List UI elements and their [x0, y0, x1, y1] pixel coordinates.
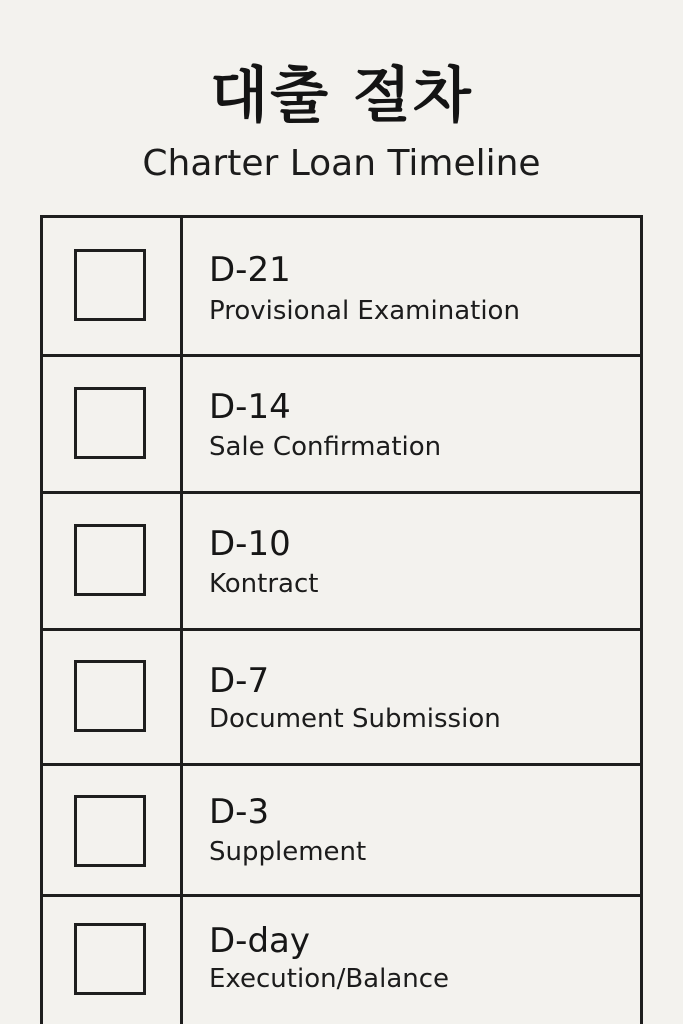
timeline-row: [43, 357, 640, 494]
step-checkbox[interactable]: [74, 524, 146, 596]
checkbox-cell: [43, 631, 183, 763]
timeline-checklist: [40, 215, 643, 1024]
step-checkbox[interactable]: [74, 387, 146, 459]
checkbox-cell: [43, 897, 183, 1024]
step-text-cell: [183, 218, 640, 354]
step-checkbox[interactable]: [74, 923, 146, 995]
checkbox-cell: [43, 766, 183, 894]
page-title: 대출 절차: [210, 61, 473, 131]
step-label: Sale Confirmation: [209, 432, 442, 462]
timeline-row: [43, 218, 640, 357]
step-day: D-21: [209, 250, 291, 290]
step-day: D-7: [209, 661, 270, 701]
step-text-cell: [183, 631, 640, 763]
step-label: Document Submission: [209, 704, 501, 734]
timeline-row: [43, 897, 640, 1024]
step-label: Provisional Examination: [209, 296, 520, 326]
step-label: Execution/Balance: [209, 964, 450, 994]
step-text-cell: [183, 897, 640, 1024]
step-text-cell: [183, 357, 640, 491]
step-checkbox[interactable]: [74, 795, 146, 867]
step-text-cell: [183, 766, 640, 894]
step-day: D-day: [209, 921, 310, 961]
step-day: D-10: [209, 524, 291, 564]
step-checkbox[interactable]: [74, 660, 146, 732]
timeline-row: [43, 766, 640, 897]
step-day: D-14: [209, 387, 291, 427]
checkbox-cell: [43, 218, 183, 354]
step-text-cell: [183, 494, 640, 628]
checkbox-cell: [43, 357, 183, 491]
step-label: Kontract: [209, 569, 319, 599]
checkbox-cell: [43, 494, 183, 628]
timeline-row: [43, 631, 640, 766]
step-day: D-3: [209, 792, 270, 832]
timeline-row: [43, 494, 640, 631]
step-checkbox[interactable]: [74, 249, 146, 321]
page-subtitle: Charter Loan Timeline: [142, 143, 541, 184]
step-label: Supplement: [209, 837, 367, 867]
